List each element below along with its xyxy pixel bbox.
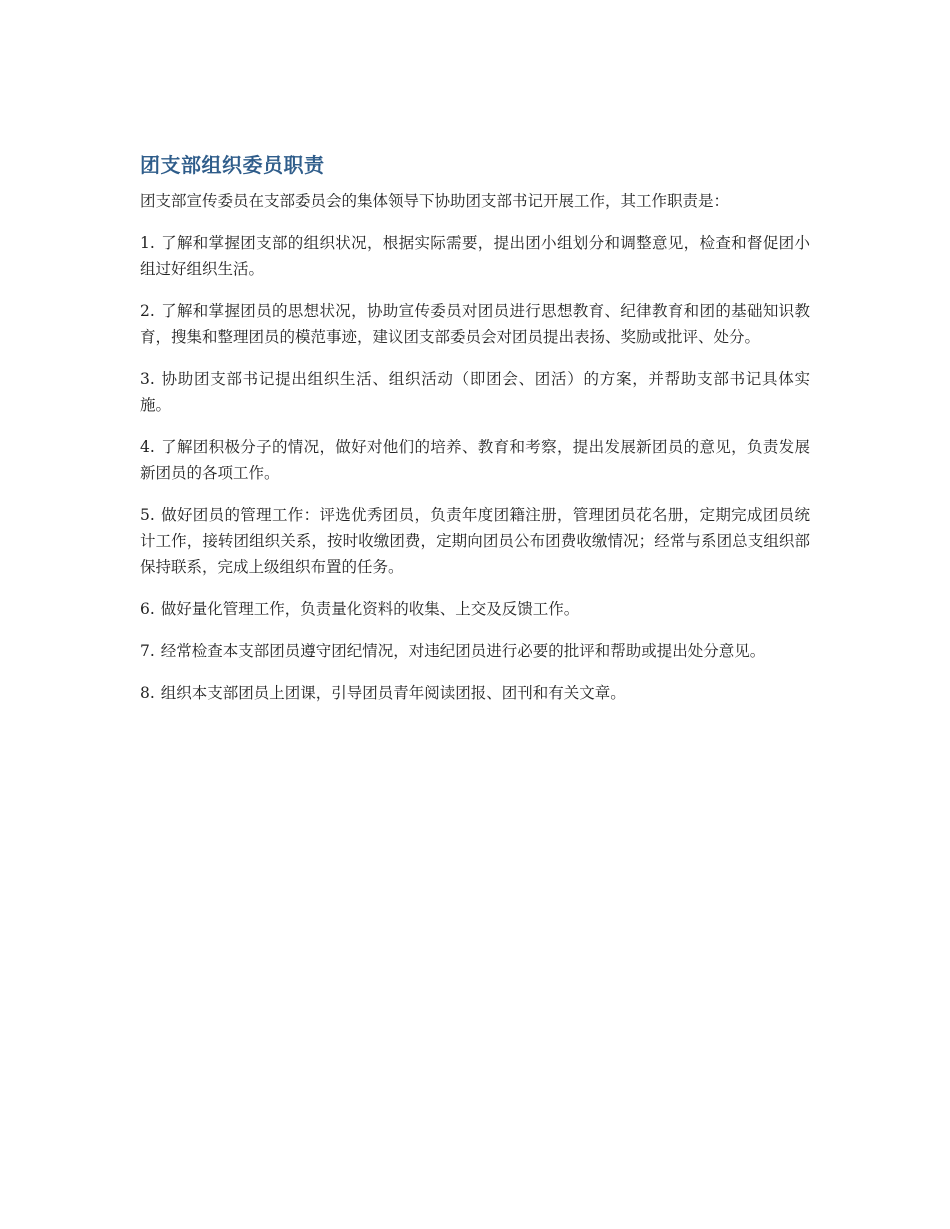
item-number: 5. — [140, 506, 155, 524]
document-content — [140, 150, 810, 722]
list-item — [140, 680, 810, 706]
item-text: 组织本支部团员上团课，引导团员青年阅读团报、团刊和有关文章。 — [160, 684, 626, 702]
item-number: 4. — [140, 438, 155, 456]
list-item — [140, 298, 810, 350]
item-text: 了解和掌握团员的思想状况，协助宣传委员对团员进行思想教育、纪律教育和团的基础知识教育，搜集和整理团员的模范事迹，建议团支部委员会对团员提出表扬、奖励或批评、处分。 — [140, 302, 810, 346]
intro-paragraph: 团支部宣传委员在支部委员会的集体领导下协助团支部书记开展工作，其工作职责是： — [140, 192, 730, 210]
item-number: 2. — [140, 302, 155, 320]
list-item — [140, 434, 810, 486]
item-text: 做好量化管理工作，负责量化资料的收集、上交及反馈工作。 — [160, 600, 580, 618]
list-item — [140, 638, 810, 664]
item-number: 3. — [140, 370, 155, 388]
item-text: 做好团员的管理工作：评选优秀团员，负责年度团籍注册，管理团员花名册，定期完成团员统计工作，接转团组织关系，按时收缴团费，定期向团员公布团费收缴情况；经常与系团总支组织部保持联系，完成上级组织布置的任务。 — [140, 506, 810, 576]
list-item — [140, 596, 810, 622]
item-number: 7. — [140, 642, 155, 660]
list-item — [140, 502, 810, 580]
list-item — [140, 366, 810, 418]
document-title: 团支部组织委员职责 — [140, 153, 325, 177]
item-number: 8. — [140, 684, 155, 702]
item-text: 协助团支部书记提出组织生活、组织活动（即团会、团活）的方案，并帮助支部书记具体实施。 — [140, 370, 810, 414]
item-number: 6. — [140, 600, 155, 618]
item-text: 了解团积极分子的情况，做好对他们的培养、教育和考察，提出发展新团员的意见，负责发展新团员的各项工作。 — [140, 438, 810, 482]
item-text: 了解和掌握团支部的组织状况，根据实际需要，提出团小组划分和调整意见，检查和督促团小组过好组织生活。 — [140, 234, 810, 278]
item-text: 经常检查本支部团员遵守团纪情况，对违纪团员进行必要的批评和帮助或提出处分意见。 — [160, 642, 766, 660]
list-item — [140, 230, 810, 282]
item-number: 1. — [140, 234, 155, 252]
